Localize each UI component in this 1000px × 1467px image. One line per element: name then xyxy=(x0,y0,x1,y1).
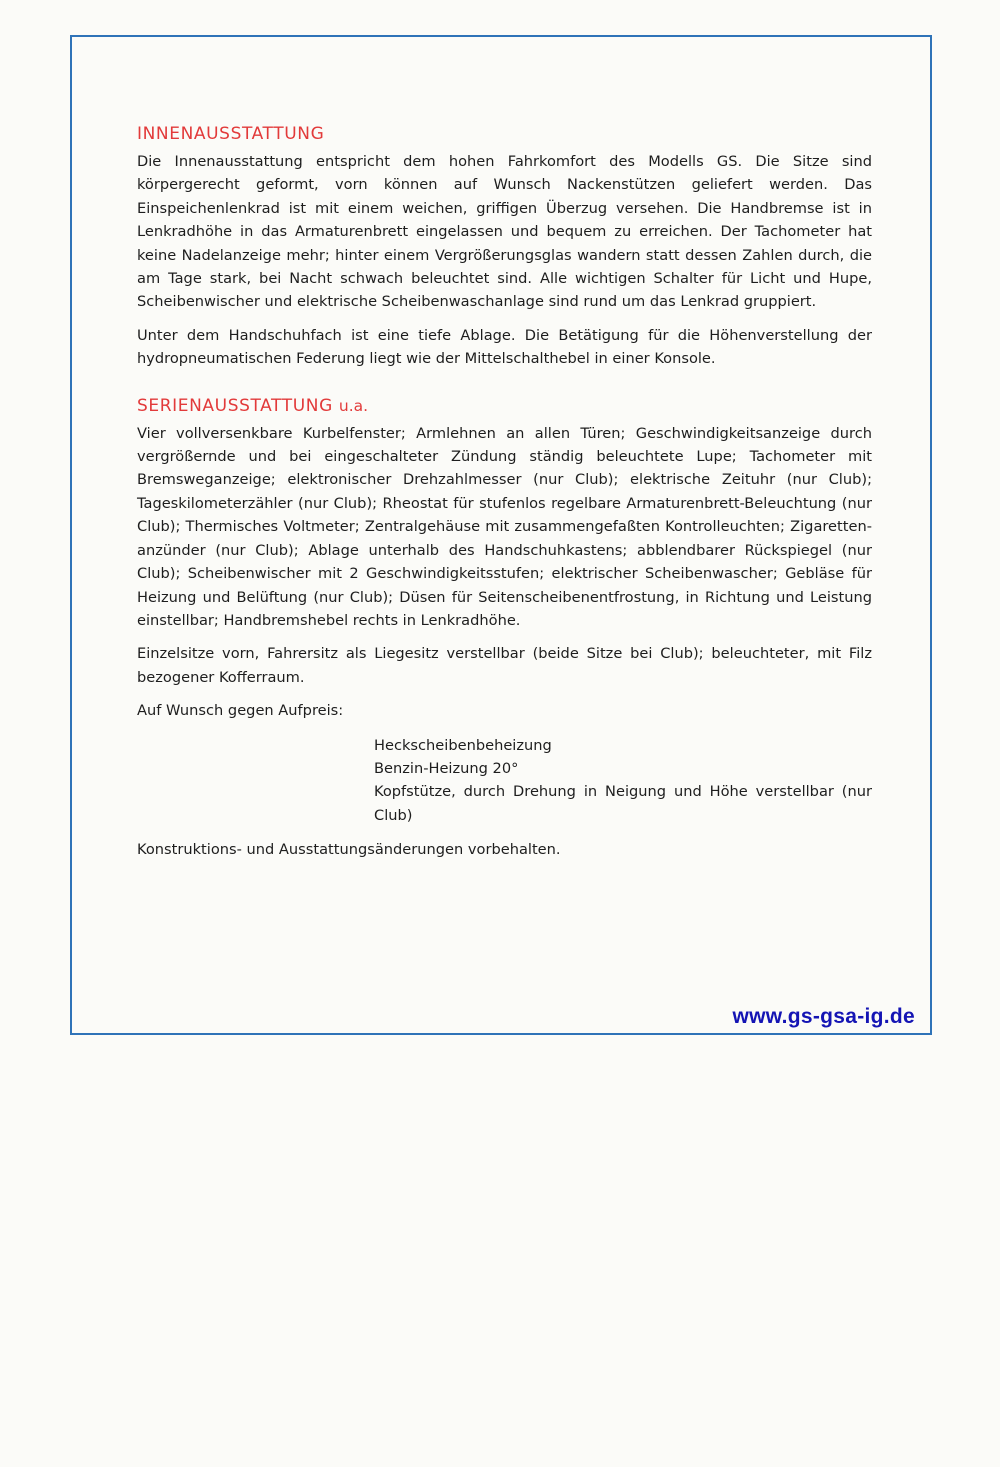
serienausstattung-paragraph-2: Einzelsitze vorn, Fahrersitz als Liegesitz verstellbar (beide Sitze bei Club); beleuchteter, mit Filz bezogener Kofferraum. xyxy=(137,645,872,686)
serienausstattung-paragraph-1: Vier vollversenkbare Kurbelfenster; Armlehnen an allen Türen; Geschwindigkeitsanzeige durch vergrößernde und bei eingeschalteter Zündung ständig beleuchtete Lupe; Tachometer mit Bremsweganzeige; elektronischer Drehzahlmesser (nur Club); elektrische Zeituhr (nur Club); Tageskilometerzähler (nur Club); Rheostat für stufenlos regelbare Armaturenbrett-Beleuchtung (nur Club); Thermisches Voltmeter; Zentralgehäuse mit zusammengefaßten Kontrolleuchten; Zigarettenanzünder (nur Club); Ablage unterhalb des Handschuhkastens; abblendbarer Rückspiegel (nur Club); Scheibenwischer mit 2 Geschwindigkeitsstufen; elektrischer Scheibenwascher; Gebläse für Heizung und Belüftung (nur Club); Düsen für Seitenscheibenentfrostung, in Richtung und Leistung einstellbar; Handbremshebel rechts in Lenkradhöhe. xyxy=(137,424,872,629)
option-item: Heckscheibenbeheizung xyxy=(374,736,552,754)
section-title-serienausstattung xyxy=(137,394,872,418)
serienausstattung-title-suffix: u.a. xyxy=(338,396,369,415)
option-item: Kopfstütze, durch Drehung in Neigung und Höhe verstellbar (nur Club) xyxy=(374,783,872,824)
innenausstattung-paragraph-1: Die Innenausstattung entspricht dem hohen Fahrkomfort des Modells GS. Die Sitze sind körpergerecht geformt, vorn können auf Wunsch Nackenstützen geliefert werden. Das Einspeichenlenkrad ist mit einem weichen, griffigen Überzug versehen. Die Handbremse ist in Lenkradhöhe in das Armaturenbrett eingelassen und bequem zu erreichen. Der Tachometer hat keine Nadelanzeige mehr; hinter einem Vergrößerungsglas wandern statt dessen Zahlen durch, die am Tage stark, bei Nacht schwach beleuchtet sind. Alle wichtigen Schalter für Licht und Hupe, Scheibenwischer und elektrische Scheibenwaschanlage sind rund um das Lenkrad gruppiert. xyxy=(137,153,872,311)
serienausstattung-title: SERIENAUSSTATTUNG xyxy=(137,395,333,416)
footer-note: Konstruktions- und Ausstattungsänderungen vorbehalten. xyxy=(137,841,561,859)
document-body xyxy=(137,122,872,862)
options-intro: Auf Wunsch gegen Aufpreis: xyxy=(137,702,344,720)
innenausstattung-title: INNENAUSSTATTUNG xyxy=(137,124,325,144)
option-item: Benzin-Heizung 20° xyxy=(374,759,519,777)
website-url[interactable]: www.gs-gsa-ig.de xyxy=(728,1004,919,1030)
section-title-innenausstattung xyxy=(137,122,872,146)
options-list xyxy=(374,734,872,828)
innenausstattung-paragraph-2: Unter dem Handschuhfach ist eine tiefe Ablage. Die Betätigung für die Höhenverstellung der hydropneumatischen Federung liegt wie der Mittelschalthebel in einer Konsole. xyxy=(137,326,872,368)
